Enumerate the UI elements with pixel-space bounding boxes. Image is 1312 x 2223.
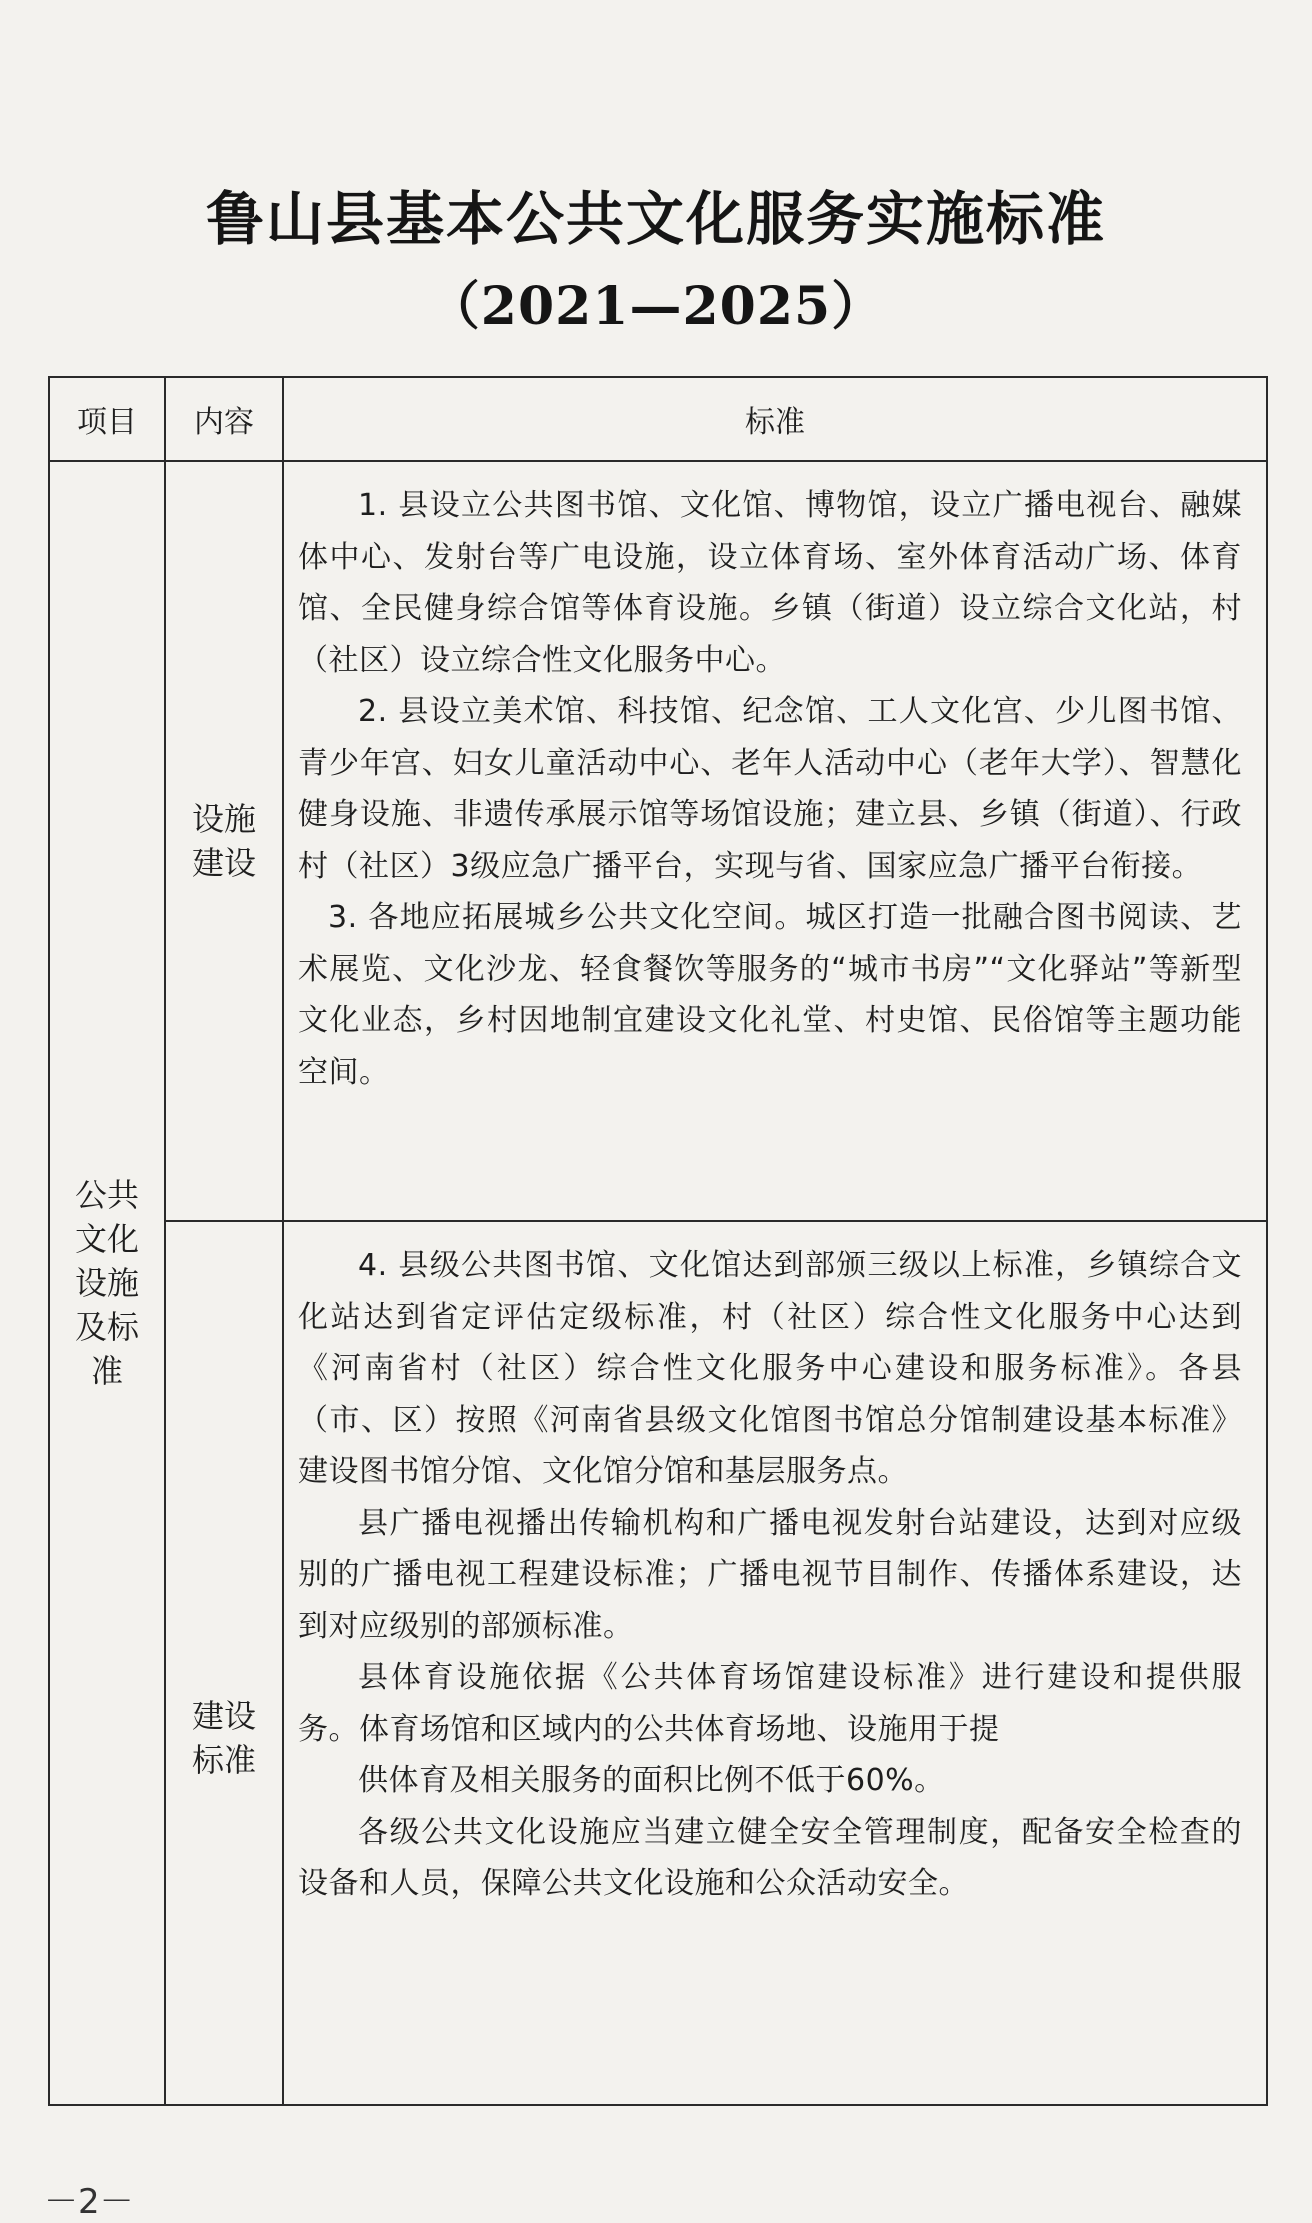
- category-label-line: 标准: [191, 1741, 256, 1779]
- project-cell: [49, 461, 165, 2105]
- paragraph: 1. 县设立公共图书馆、文化馆、博物馆，设立广播电视台、融媒体中心、发射台等广电设施，设立体育场、室外体育活动广场、体育馆、全民健身综合馆等体育设施。乡镇（街道）设立综合文化站，村（社区）设立综合性文化服务中心。: [298, 488, 1242, 678]
- paragraph: 县广播电视播出传输机构和广播电视发射台站建设，达到对应级别的广播电视工程建设标准；广播电视节目制作、传播体系建设，达到对应级别的部颁标准。: [298, 1505, 1242, 1644]
- header-project: 项目: [49, 377, 165, 461]
- project-label-line: 文化: [74, 1220, 139, 1258]
- document-subtitle: （2021—2025）: [427, 276, 885, 337]
- table-header-row: [49, 377, 1267, 461]
- project-label-line: 及标: [74, 1308, 139, 1346]
- table-row: [49, 461, 1267, 1221]
- paragraph: 4. 县级公共图书馆、文化馆达到部颁三级以上标准，乡镇综合文化站达到省定评估定级标准，村（社区）综合性文化服务中心达到《河南省村（社区）综合性文化服务中心建设和服务标准》。各县（市、区）按照《河南省县级文化馆图书馆总分馆制建设基本标准》建设图书馆分馆、文化馆分馆和基层服务点。: [298, 1248, 1242, 1489]
- category-label-line: 设施: [191, 800, 256, 838]
- standard-text: [284, 1222, 1266, 1910]
- paragraph: 2. 县设立美术馆、科技馆、纪念馆、工人文化宫、少儿图书馆、青少年宫、妇女儿童活动中心、老年人活动中心（老年大学）、智慧化健身设施、非遗传承展示馆等场馆设施；建立县、乡镇（街道）、行政村（社区）3级应急广播平台，实现与省、国家应急广播平台衔接。: [298, 694, 1242, 884]
- project-label-line: 公共: [74, 1176, 139, 1214]
- category-cell-standard: [165, 1221, 283, 2105]
- category-label: [189, 1694, 259, 1782]
- header-content: 内容: [165, 377, 283, 461]
- project-label-line: 设施: [74, 1264, 139, 1302]
- project-label: [72, 1173, 142, 1393]
- standards-table: [48, 376, 1268, 2106]
- project-label-line: 准: [90, 1352, 123, 1390]
- table-row: [49, 1221, 1267, 2105]
- category-label-line: 建设: [191, 844, 256, 882]
- paragraph: 供体育及相关服务的面积比例不低于60%。: [358, 1763, 945, 1798]
- paragraph: 县体育设施依据《公共体育场馆建设标准》进行建设和提供服务。体育场馆和区域内的公共体育场地、设施用于提: [298, 1660, 1242, 1747]
- standard-text: [284, 462, 1266, 1098]
- document-title: 鲁山县基本公共文化服务实施标准: [205, 185, 1106, 253]
- paragraph: 各级公共文化设施应当建立健全安全管理制度，配备安全检查的设备和人员，保障公共文化设施和公众活动安全。: [298, 1814, 1242, 1901]
- page-number: －2－: [44, 2182, 134, 2222]
- standard-cell: [283, 461, 1267, 1221]
- category-label-line: 建设: [191, 1697, 256, 1735]
- category-label: [189, 797, 259, 885]
- paragraph: 3. 各地应拓展城乡公共文化空间。城区打造一批融合图书阅读、艺术展览、文化沙龙、轻食餐饮等服务的“城市书房”“文化驿站”等新型文化业态，乡村因地制宜建设文化礼堂、村史馆、民俗馆等主题功能空间。: [298, 900, 1242, 1090]
- category-cell-facility: [165, 461, 283, 1221]
- header-standard: 标准: [283, 377, 1267, 461]
- standard-cell: [283, 1221, 1267, 2105]
